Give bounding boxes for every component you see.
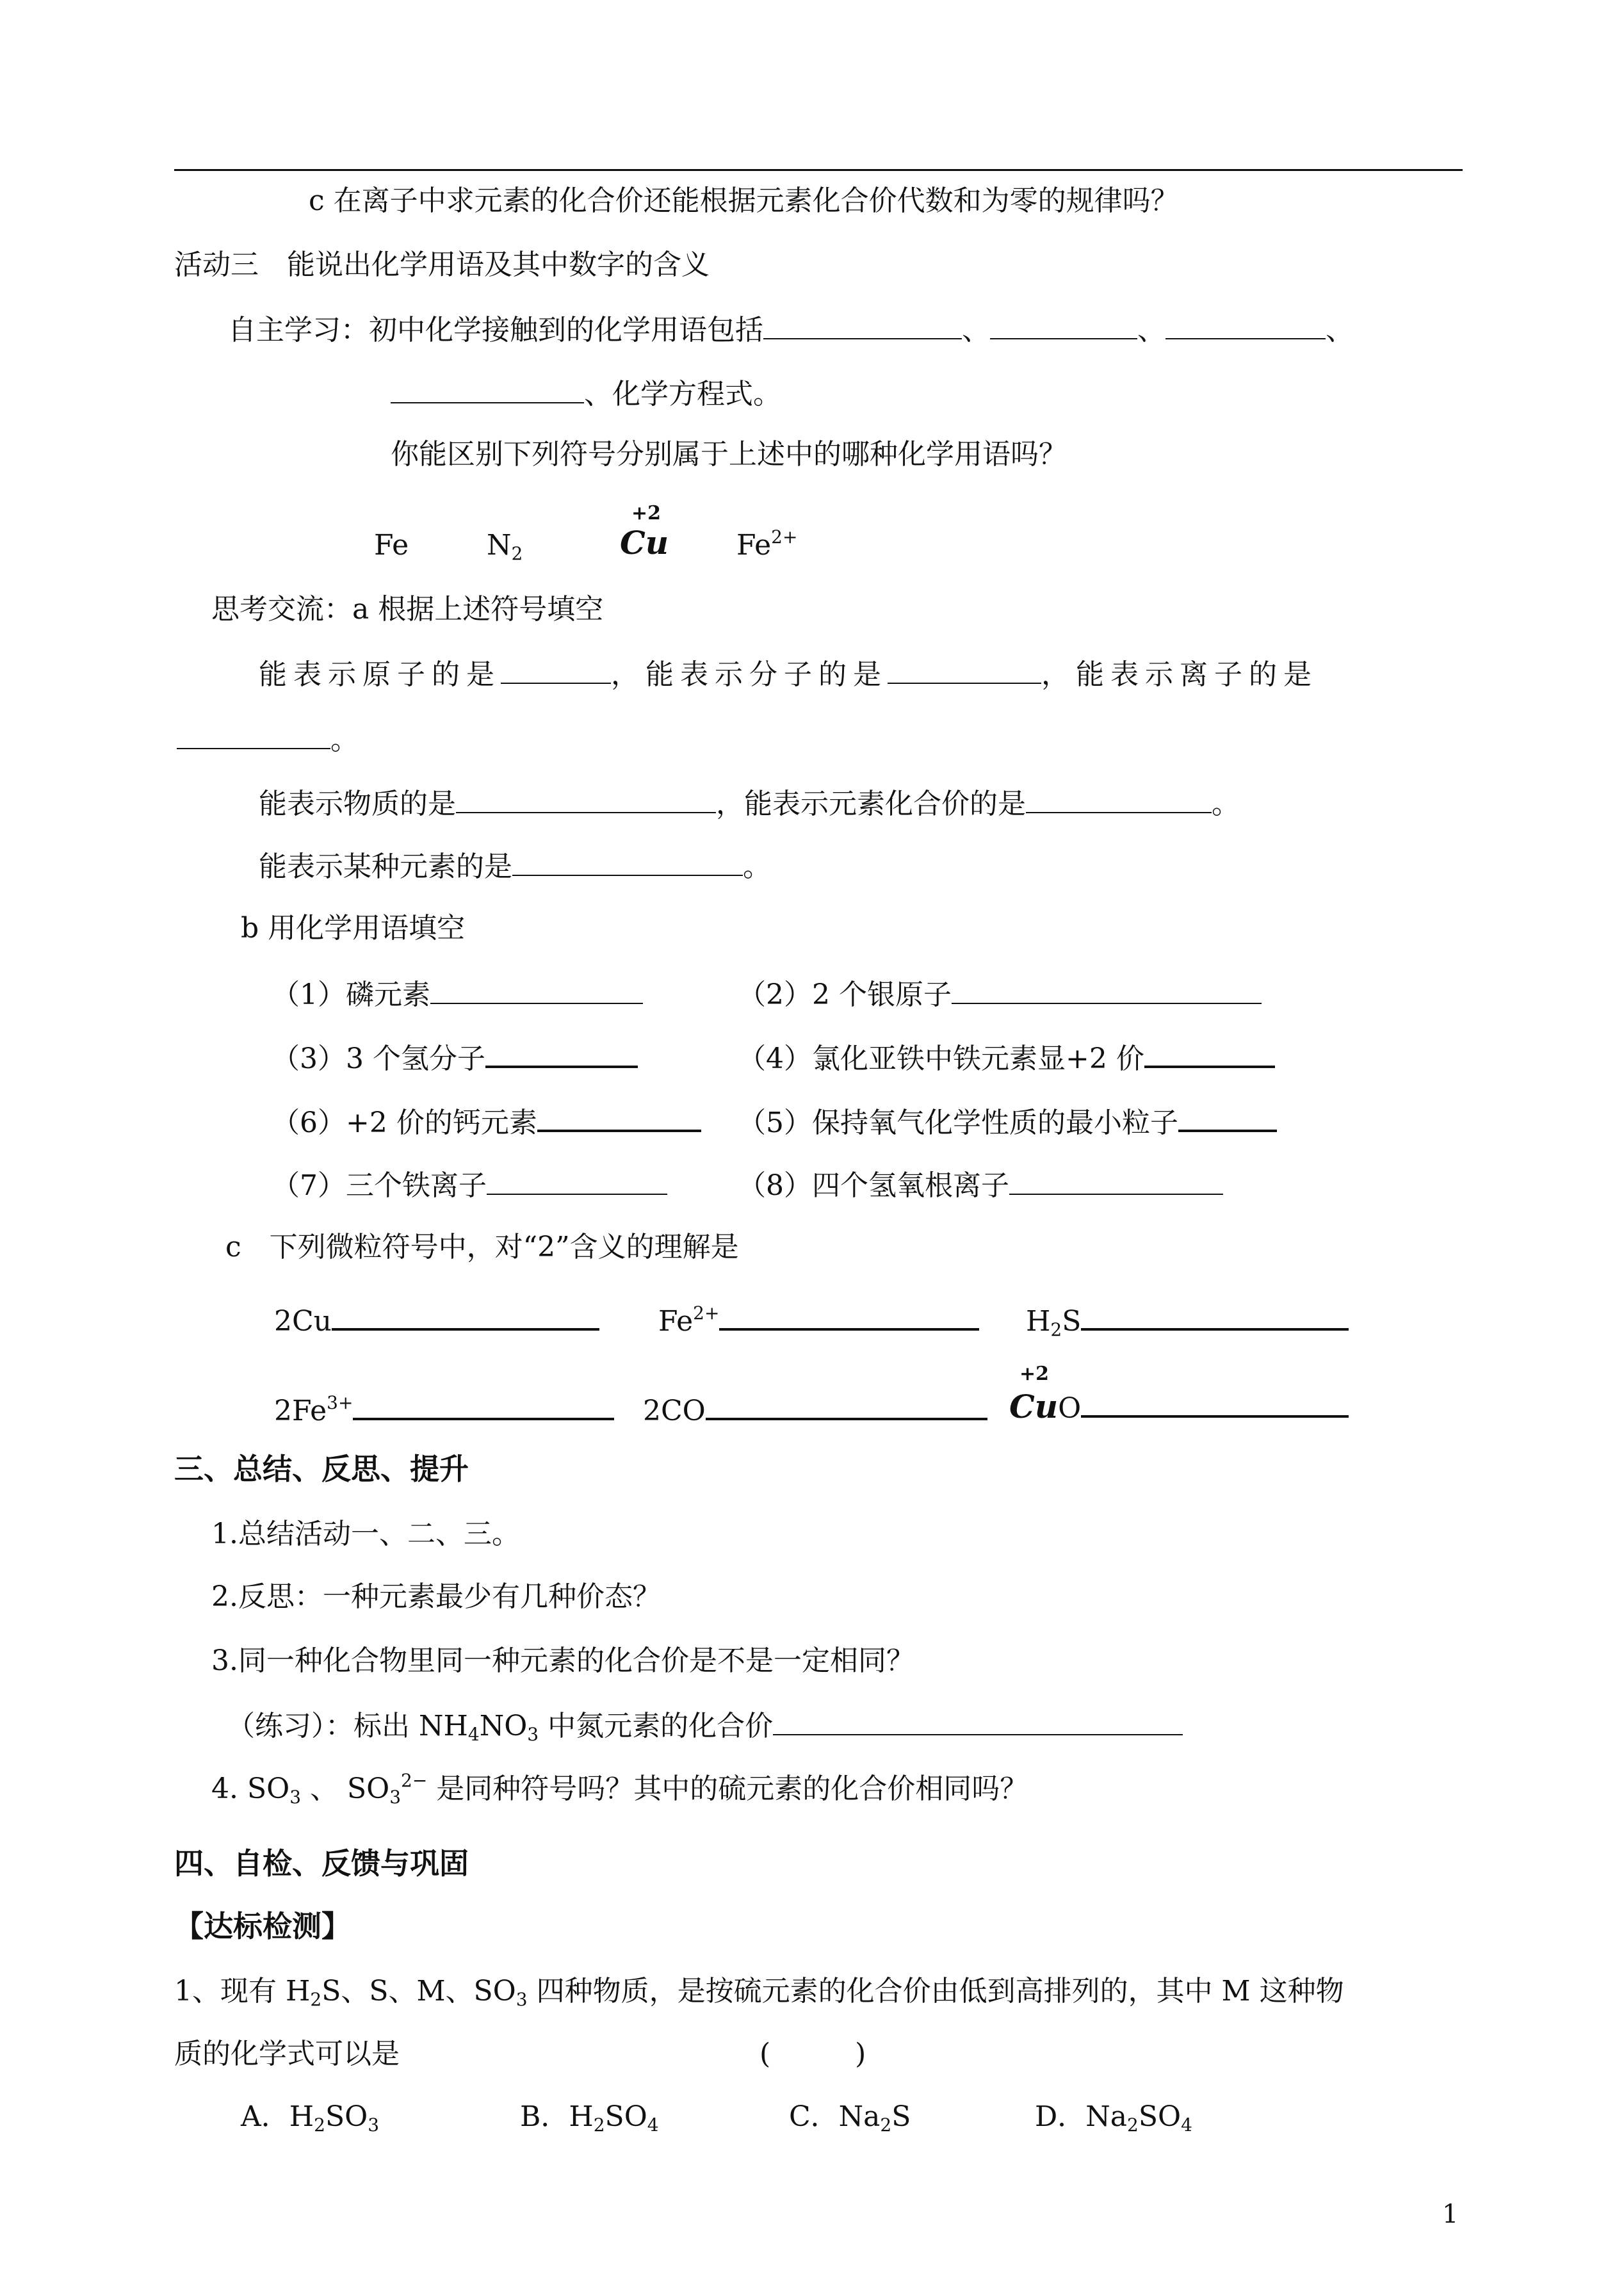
q1-label: （1）磷元素 [272,978,430,1011]
self-study-line-2 [391,373,781,414]
blank-q1[interactable] [430,973,643,1004]
q7-label: （7）三个铁离子 [272,1169,487,1202]
period: 。 [1212,788,1240,820]
superscript: 2+ [771,526,798,547]
blank-q2[interactable] [952,973,1262,1004]
subscript: 3 [527,1724,539,1745]
superscript: 2− [401,1770,428,1791]
blank-practice[interactable] [773,1705,1183,1735]
test-question-1 [174,1972,1344,2011]
practice-text: NO [479,1710,528,1742]
subscript: 2 [310,1989,322,2010]
self-study-line [228,309,1354,350]
summary-1: 1.总结活动一、二、三。 [211,1518,520,1550]
self-study-text: 自主学习：初中化学接触到的化学用语包括 [228,314,763,346]
blank-c-2fe3plus[interactable] [353,1388,614,1420]
option-c[interactable] [789,2098,911,2136]
standard-check-heading: 【达标检测】 [174,1909,351,1943]
valence-label: +2 [631,502,662,524]
c-h-label: H [1026,1305,1051,1338]
blank-ion[interactable] [177,718,330,749]
summary-4-text: 、 SO [301,1772,390,1805]
blank-term-4[interactable] [391,373,584,403]
c-2fe3plus-line [274,1388,614,1431]
summary-3: 3.同一种化合物里同一种元素的化合价是不是一定相同？ [211,1644,914,1677]
header-rule [174,169,1463,171]
q8-label: （8）四个氢氧根离子 [738,1169,1009,1202]
element-line [259,845,771,886]
subscript: 2 [314,2114,325,2136]
c-cu-valence-line [1009,1386,1349,1428]
symbol-fe: Fe [374,529,409,562]
valence-text: ，能表示元素化合价的是 [716,788,1026,820]
option-c-text: S [891,2100,911,2133]
separator: 、 [1326,314,1354,346]
option-b-text: SO [605,2100,647,2133]
blank-molecule[interactable] [888,653,1041,684]
symbol-n2 [487,526,523,565]
blank-term-1[interactable] [763,309,962,339]
subscript: 3 [368,2114,380,2136]
section-b-heading: b 用化学用语填空 [241,912,466,945]
subscript: 2 [593,2114,605,2136]
option-a-text: A．H [241,2100,314,2133]
option-d-text: SO [1138,2100,1181,2133]
subscript: 4 [467,1724,480,1745]
discussion-a: 思考交流：a 根据上述符号填空 [211,593,604,626]
substance-text: 能表示物质的是 [259,788,456,820]
q5-label: （5）保持氧气化学性质的最小粒子 [738,1107,1178,1139]
blank-q8[interactable] [1009,1164,1223,1195]
blank-q7[interactable] [487,1164,667,1195]
blank-q4[interactable] [1144,1036,1275,1068]
q4-label: （4）氯化亚铁中铁元素显+2 价 [738,1042,1144,1075]
q3-label: （3）3 个氢分子 [272,1042,485,1075]
subscript: 3 [389,1787,402,1808]
subscript: 4 [647,2114,659,2136]
ion-blank-line [177,718,359,759]
blank-c-cuo[interactable] [1081,1386,1349,1418]
option-a[interactable] [241,2098,379,2136]
section-c-heading: c 下列微粒符号中，对“2”含义的理解是 [225,1231,739,1263]
option-d-text: D．Na [1035,2100,1128,2133]
atom-molecule-ion-line [259,653,1318,694]
summary-4-text: 是同种符号吗？其中的硫元素的化合价相同吗？ [427,1772,1028,1805]
test-text: S、S、M、SO [321,1975,516,2007]
subscript: 3 [289,1787,302,1808]
q1-line [272,973,643,1014]
c-cu-label: Cu [1009,1388,1059,1425]
blank-term-3[interactable] [1165,309,1326,339]
summary-4 [211,1770,1028,1808]
blank-c-2co[interactable] [706,1388,987,1420]
option-a-text: SO [325,2100,368,2133]
option-c-text: C．Na [789,2100,881,2133]
separator: 、 [962,314,990,346]
subscript: 2 [511,543,523,564]
practice-text: （练习）：标出 NH [227,1710,468,1742]
c-s-label: S [1062,1305,1082,1338]
q6-line [272,1100,701,1142]
atom-text: 能表示原子的是 [259,658,501,691]
test-text: 1、现有 H [174,1975,311,2007]
q4-line [738,1036,1275,1078]
subscript: 4 [1181,2114,1192,2136]
c-2cu-label: 2Cu [274,1305,332,1338]
symbol-fe-text: Fe [736,529,772,562]
c-fe-label: Fe [658,1305,694,1338]
substance-valence-line [259,783,1240,823]
summary-4-text: 4. SO [211,1772,290,1805]
blank-substance[interactable] [456,783,716,813]
period: 。 [330,724,359,756]
c-2cu-line [274,1299,599,1341]
c-o-label: O [1058,1392,1082,1425]
q6-label: （6）+2 价的钙元素 [272,1107,537,1139]
q2-label: （2）2 个银原子 [738,978,952,1011]
blank-q6[interactable] [537,1100,701,1132]
c-2co-line [643,1388,987,1431]
c-h2s-line [1026,1299,1349,1341]
subscript: 2 [1050,1319,1062,1340]
option-d[interactable] [1035,2098,1192,2136]
c-fe2plus-line [658,1299,979,1341]
practice-text: 中氮元素的化合价 [539,1710,774,1742]
blank-q5[interactable] [1178,1100,1277,1132]
q5-line [738,1100,1277,1142]
section-three-heading: 三、总结、反思、提升 [174,1452,469,1486]
blank-c-h2s[interactable] [1081,1299,1349,1331]
symbol-fe2plus [736,526,797,565]
period: 。 [743,850,771,883]
answer-parentheses[interactable]: ( ) [759,2038,866,2070]
option-b[interactable] [520,2098,659,2136]
separator: 、 [1137,314,1165,346]
subscript: 2 [880,2114,892,2136]
test-question-1-cont: 质的化学式可以是 [174,2038,400,2070]
q7-line [272,1164,667,1205]
test-text: 四种物质，是按硫元素的化合价由低到高排列的，其中 M 这种物 [527,1975,1344,2007]
ion-text: ，能表示离子的是 [1041,658,1318,691]
superscript: 2+ [693,1302,720,1324]
molecule-text: ，能表示分子的是 [611,658,888,691]
superscript: 3+ [327,1392,353,1413]
q8-line [738,1164,1223,1205]
subscript: 3 [516,1989,528,2010]
option-b-text: B．H [520,2100,594,2133]
c-2co-label: 2CO [643,1395,706,1427]
blank-c-2cu[interactable] [332,1299,599,1331]
chem-equation-text: 、化学方程式。 [584,378,781,410]
c-2fe-label: 2Fe [274,1395,327,1427]
q3-line [272,1036,638,1078]
blank-valence[interactable] [1026,783,1212,813]
distinguish-question: 你能区别下列符号分别属于上述中的哪种化学用语吗？ [391,438,1067,471]
blank-q3[interactable] [485,1036,638,1068]
summary-2: 2.反思：一种元素最少有几种价态？ [211,1580,661,1613]
page-number: 1 [1442,2200,1459,2229]
section-four-heading: 四、自检、反馈与巩固 [174,1846,469,1881]
activity-three-heading: 活动三 能说出化学用语及其中数字的含义 [174,248,710,281]
symbol-n-text: N [487,529,512,562]
practice-line [227,1705,1183,1746]
blank-term-2[interactable] [990,309,1137,339]
q2-line [738,973,1262,1014]
valence-label: +2 [1019,1363,1050,1385]
blank-element[interactable] [512,845,743,876]
line-c-question: c 在离子中求元素的化合价还能根据元素化合价代数和为零的规律吗？ [309,184,1179,217]
element-text: 能表示某种元素的是 [259,850,512,883]
blank-c-fe2plus[interactable] [719,1299,979,1331]
blank-atom[interactable] [501,653,611,684]
symbol-cu-valence: Cu [620,524,669,562]
subscript: 2 [1127,2114,1139,2136]
